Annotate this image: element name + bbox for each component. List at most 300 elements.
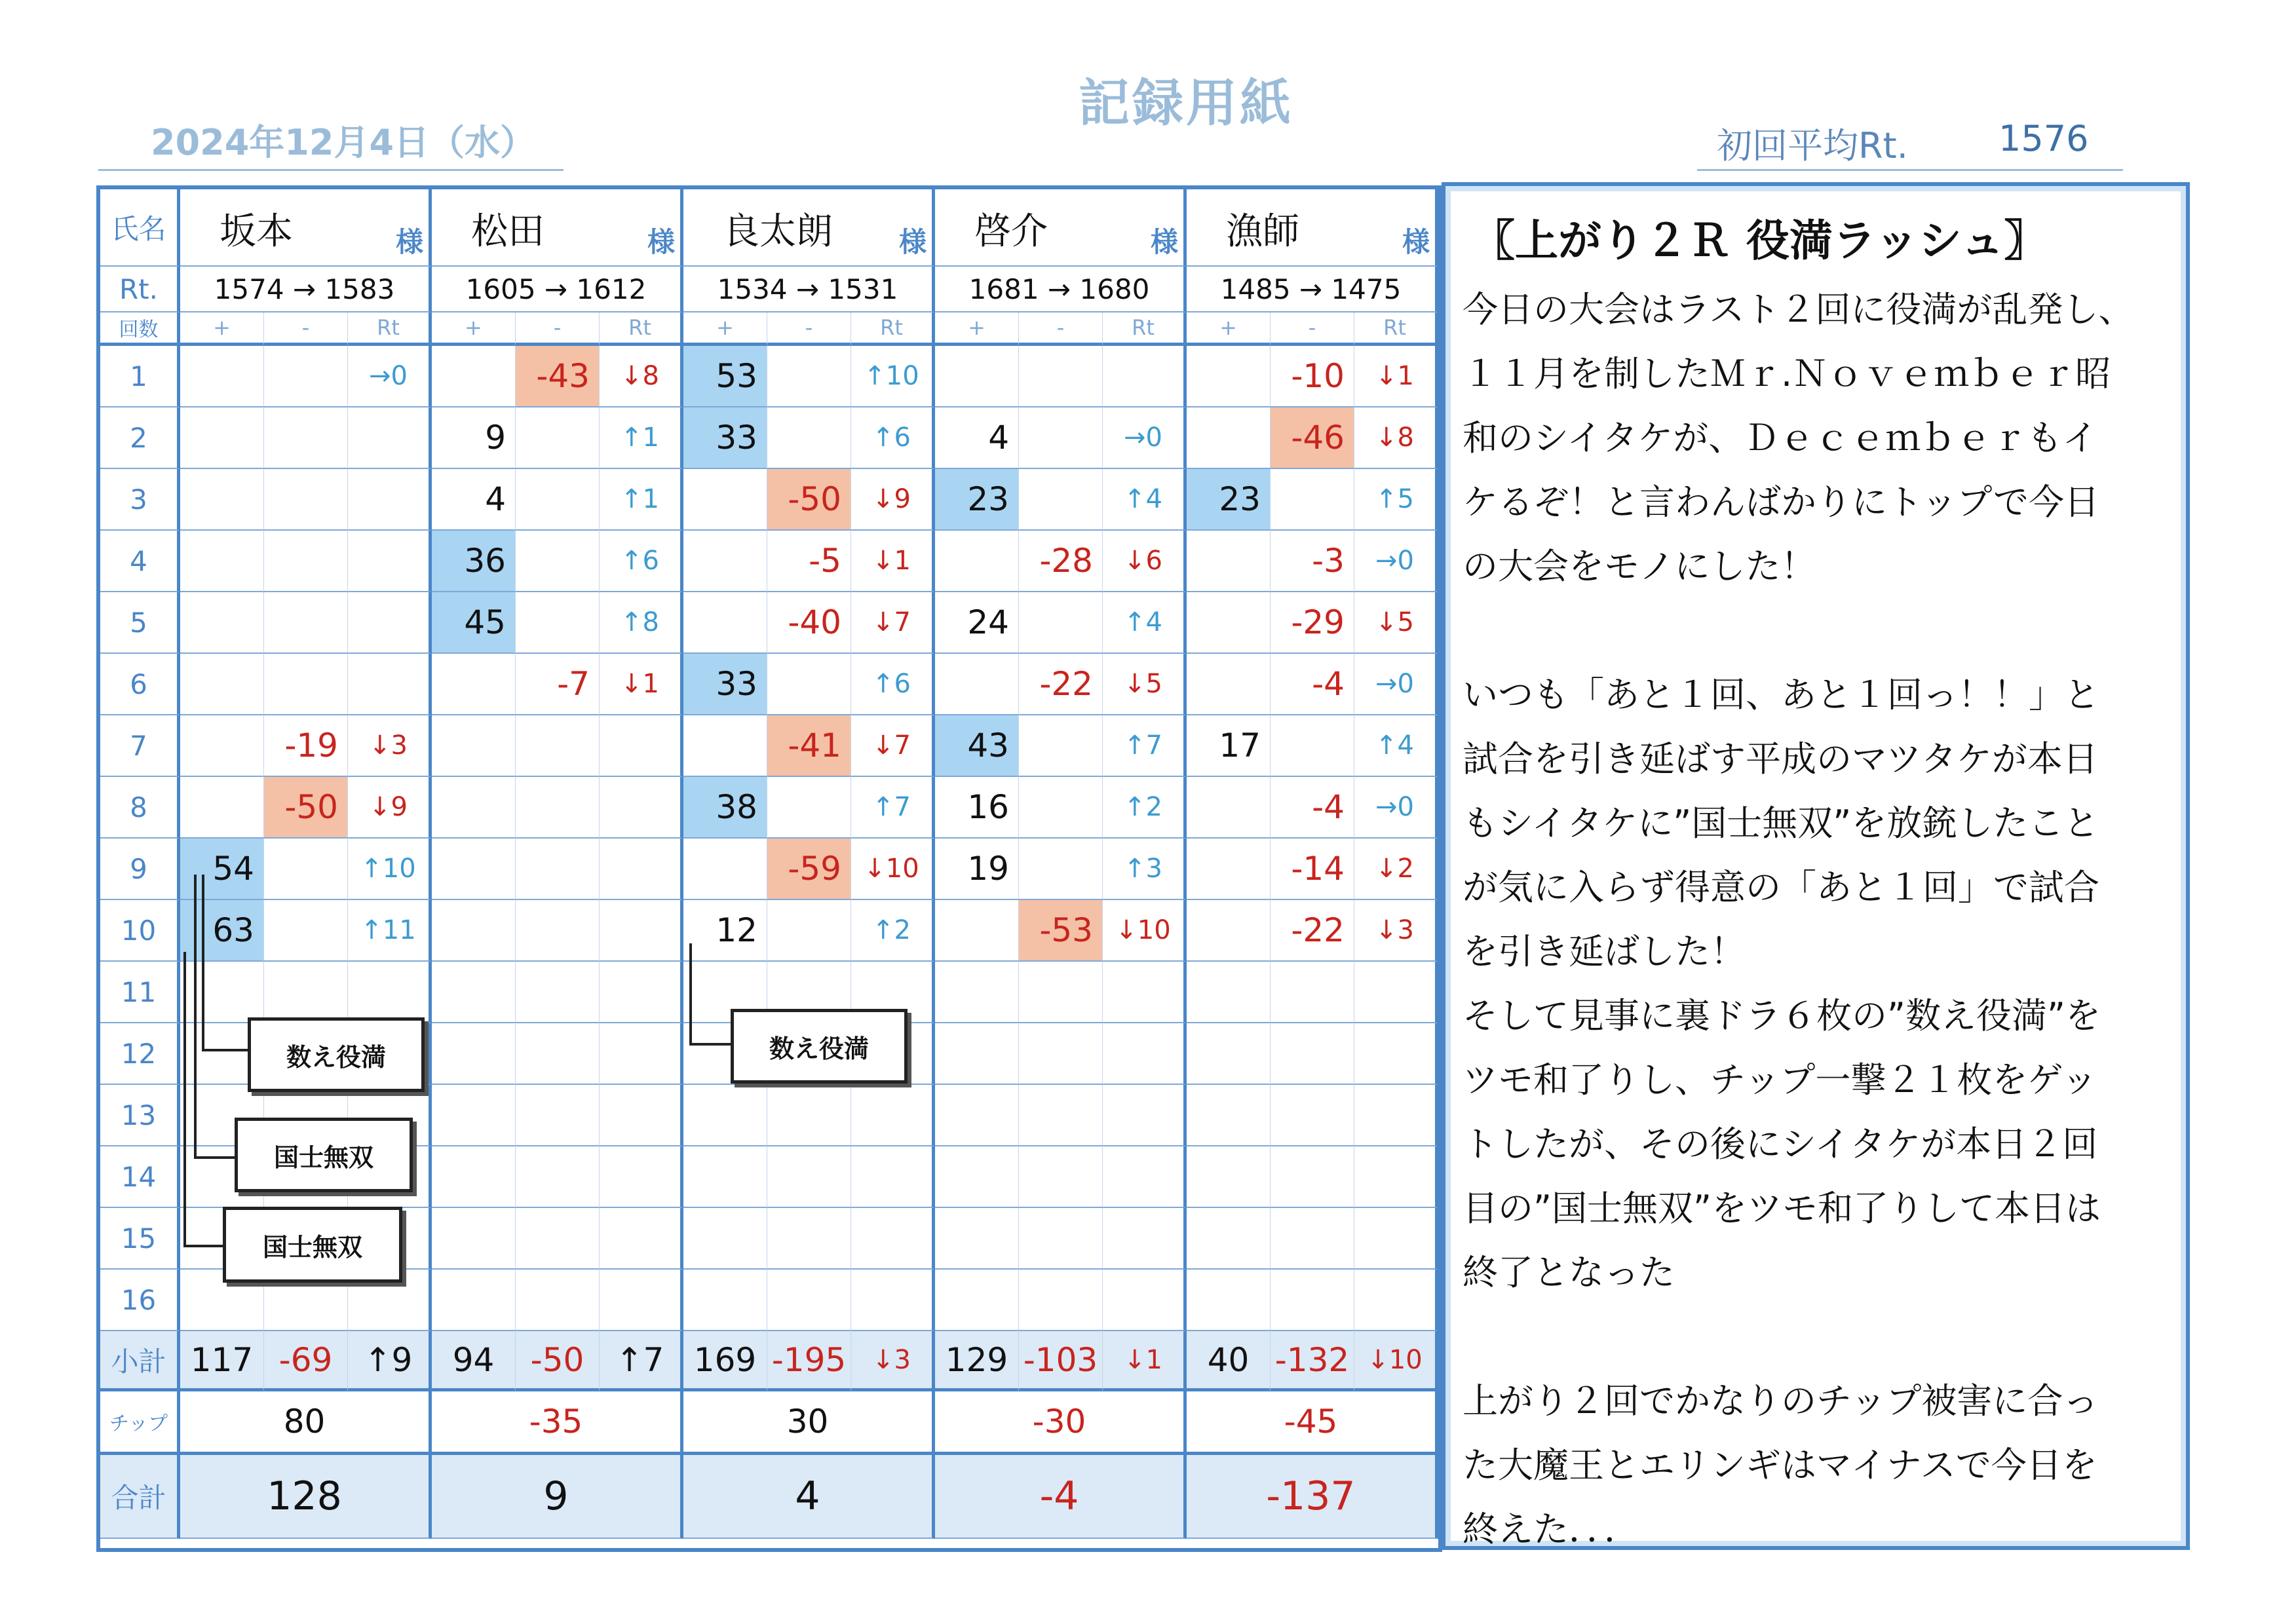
minus-score: [1019, 407, 1103, 469]
minus-score: [1019, 469, 1103, 531]
chip-value: -30: [935, 1391, 1187, 1455]
plus-score: 4: [432, 469, 516, 531]
plus-score: [1187, 1146, 1271, 1208]
plus-score: 23: [1187, 469, 1271, 531]
plus-score: [1187, 407, 1271, 469]
callout-line: [689, 943, 692, 1044]
score-table: [96, 185, 1442, 1552]
plus-score: [683, 1270, 767, 1331]
plus-score: [432, 346, 516, 407]
plus-score: [683, 1208, 767, 1270]
plus-score: [432, 1146, 516, 1208]
rating-change: ↓9: [851, 469, 935, 531]
rating-change: ↓1: [600, 654, 683, 715]
rating-change: [600, 839, 683, 900]
player-name-cell: [683, 189, 935, 267]
plus-header: +: [180, 312, 264, 346]
minus-score: [516, 1208, 600, 1270]
subtotal-plus: 169: [683, 1331, 767, 1391]
rating-change: ↑10: [851, 346, 935, 407]
rating-change: [600, 1146, 683, 1208]
minus-score: [1019, 592, 1103, 654]
plus-score: 17: [1187, 715, 1271, 777]
subtotal-minus: -69: [264, 1331, 348, 1391]
average-rating-label: 初回平均Rt.: [1717, 125, 1908, 166]
subtotal-rating-change: ↑7: [600, 1331, 683, 1391]
minus-score: [767, 1270, 851, 1331]
minus-score: [1271, 469, 1354, 531]
minus-score: [516, 469, 600, 531]
minus-score: -53: [1019, 900, 1103, 962]
rating-change: [1103, 346, 1187, 407]
rating-change: [348, 592, 432, 654]
plus-score: [683, 592, 767, 654]
plus-score: 16: [935, 777, 1019, 839]
plus-score: [1187, 1270, 1271, 1331]
rating-change: [1354, 1208, 1438, 1270]
callout-kazoe-yakuman: 数え役満: [731, 1009, 908, 1084]
minus-header: -: [1271, 312, 1354, 346]
callout-line: [194, 875, 197, 1158]
player-name: 松田: [471, 210, 545, 253]
player-rating: 1681 → 1680: [935, 267, 1187, 312]
player-name-cell: [1187, 189, 1438, 267]
plus-score: [683, 1085, 767, 1146]
rating-change: [851, 1085, 935, 1146]
sama-label: 様: [647, 226, 675, 258]
rating-change: →0: [1103, 407, 1187, 469]
minus-score: [767, 346, 851, 407]
plus-score: [1187, 1085, 1271, 1146]
rating-change: ↑4: [1103, 469, 1187, 531]
minus-header: -: [767, 312, 851, 346]
plus-score: [432, 1208, 516, 1270]
minus-score: [1271, 1023, 1354, 1085]
minus-score: [264, 346, 348, 407]
plus-score: [432, 777, 516, 839]
minus-score: [1019, 839, 1103, 900]
subtotal-label: 小計: [100, 1331, 180, 1391]
rt-header: Rt: [1103, 312, 1187, 346]
plus-score: [432, 654, 516, 715]
rating-change: ↓8: [600, 346, 683, 407]
minus-score: [264, 469, 348, 531]
minus-score: [516, 1023, 600, 1085]
minus-score: [516, 531, 600, 592]
rt-header: Rt: [851, 312, 935, 346]
minus-header: -: [1019, 312, 1103, 346]
rating-change: ↓5: [1354, 592, 1438, 654]
minus-score: -28: [1019, 531, 1103, 592]
subtotal-rating-change: ↓10: [1354, 1331, 1438, 1391]
minus-score: [1271, 1270, 1354, 1331]
minus-score: -43: [516, 346, 600, 407]
plus-score: [1187, 962, 1271, 1023]
minus-score: [516, 1085, 600, 1146]
rating-change: [600, 962, 683, 1023]
plus-score: [432, 715, 516, 777]
rating-change: ↑3: [1103, 839, 1187, 900]
player-name: 坂本: [220, 210, 293, 253]
subtotal-rating-change: ↓3: [851, 1331, 935, 1391]
minus-score: [516, 1270, 600, 1331]
plus-score: [180, 715, 264, 777]
round-number: 8: [100, 777, 180, 839]
rating-change: [600, 1085, 683, 1146]
plus-score: 53: [683, 346, 767, 407]
subtotal-plus: 94: [432, 1331, 516, 1391]
plus-score: 45: [432, 592, 516, 654]
minus-score: -4: [1271, 777, 1354, 839]
total-value: 9: [432, 1455, 683, 1539]
rating-change: [1103, 1146, 1187, 1208]
minus-score: -19: [264, 715, 348, 777]
total-value: 4: [683, 1455, 935, 1539]
round-number: 10: [100, 900, 180, 962]
rating-change: ↓7: [851, 715, 935, 777]
subtotal-minus: -132: [1271, 1331, 1354, 1391]
rating-change: ↑5: [1354, 469, 1438, 531]
minus-score: [264, 962, 348, 1023]
minus-score: [264, 654, 348, 715]
callout-kazoe-yakuman: 数え役満: [248, 1017, 425, 1092]
minus-score: -46: [1271, 407, 1354, 469]
rating-change: ↑6: [600, 531, 683, 592]
player-name-cell: [432, 189, 683, 267]
round-number: 4: [100, 531, 180, 592]
plus-score: [935, 1023, 1019, 1085]
plus-score: [683, 469, 767, 531]
plus-score: [180, 654, 264, 715]
sama-label: 様: [898, 226, 927, 258]
subtotal-minus: -50: [516, 1331, 600, 1391]
rating-change: ↓6: [1103, 531, 1187, 592]
minus-score: -29: [1271, 592, 1354, 654]
rating-change: [600, 715, 683, 777]
rating-change: [1354, 1270, 1438, 1331]
subtotal-plus: 40: [1187, 1331, 1271, 1391]
minus-score: [767, 1085, 851, 1146]
rating-change: [600, 777, 683, 839]
total-value: -4: [935, 1455, 1187, 1539]
plus-score: 36: [432, 531, 516, 592]
plus-score: [935, 531, 1019, 592]
minus-score: [516, 1146, 600, 1208]
rating-change: [348, 469, 432, 531]
plus-score: [683, 1146, 767, 1208]
minus-score: -5: [767, 531, 851, 592]
minus-score: [1019, 1023, 1103, 1085]
round-number: 14: [100, 1146, 180, 1208]
player-name: 良太朗: [723, 210, 833, 253]
plus-score: [935, 1085, 1019, 1146]
chip-value: 80: [180, 1391, 432, 1455]
player-name-cell: [935, 189, 1187, 267]
rating-change: ↓10: [851, 839, 935, 900]
sama-label: 様: [395, 226, 423, 258]
plus-score: 24: [935, 592, 1019, 654]
rt-label: Rt.: [100, 267, 180, 312]
rating-change: ↓8: [1354, 407, 1438, 469]
chip-label: チップ: [100, 1391, 180, 1455]
minus-score: [264, 531, 348, 592]
plus-score: [935, 346, 1019, 407]
total-label: 合計: [100, 1455, 180, 1539]
plus-score: 4: [935, 407, 1019, 469]
minus-score: [516, 777, 600, 839]
rating-change: [1103, 1085, 1187, 1146]
rating-change: ↑10: [348, 839, 432, 900]
plus-score: [432, 900, 516, 962]
subtotal-minus: -195: [767, 1331, 851, 1391]
plus-score: 12: [683, 900, 767, 962]
plus-score: 9: [432, 407, 516, 469]
rating-change: →0: [348, 346, 432, 407]
rating-change: [600, 1023, 683, 1085]
plus-score: [935, 962, 1019, 1023]
plus-score: [683, 839, 767, 900]
plus-score: [935, 1146, 1019, 1208]
minus-score: -22: [1019, 654, 1103, 715]
plus-score: [1187, 1208, 1271, 1270]
rating-change: [1103, 962, 1187, 1023]
commentary-title: 〖上がり２Ｒ 役満ラッシュ〗: [1472, 216, 2048, 266]
average-underline: [1697, 169, 2123, 171]
plus-score: [683, 531, 767, 592]
rating-change: ↓10: [1103, 900, 1187, 962]
player-name: 漁師: [1226, 210, 1299, 253]
rating-change: [851, 1208, 935, 1270]
minus-score: [1271, 1085, 1354, 1146]
plus-score: [1187, 654, 1271, 715]
total-value: 128: [180, 1455, 432, 1539]
rating-change: ↓2: [1354, 839, 1438, 900]
plus-score: [432, 1270, 516, 1331]
rt-header: Rt: [348, 312, 432, 346]
round-number: 15: [100, 1208, 180, 1270]
rating-change: [1354, 1023, 1438, 1085]
rating-change: →0: [1354, 777, 1438, 839]
callout-kokushi-musou: 国士無双: [235, 1118, 413, 1192]
plus-score: [1187, 346, 1271, 407]
plus-score: [1187, 900, 1271, 962]
minus-score: -50: [767, 469, 851, 531]
plus-score: [935, 1208, 1019, 1270]
round-number: 2: [100, 407, 180, 469]
minus-score: [767, 654, 851, 715]
player-rating: 1534 → 1531: [683, 267, 935, 312]
rating-change: ↓3: [348, 715, 432, 777]
rating-change: ↑2: [1103, 777, 1187, 839]
round-number: 9: [100, 839, 180, 900]
rating-change: →0: [1354, 654, 1438, 715]
plus-header: +: [1187, 312, 1271, 346]
minus-score: [516, 715, 600, 777]
subtotal-plus: 129: [935, 1331, 1019, 1391]
rt-header: Rt: [1354, 312, 1438, 346]
player-rating: 1485 → 1475: [1187, 267, 1438, 312]
minus-score: [767, 407, 851, 469]
rating-change: [851, 1146, 935, 1208]
rating-change: ↑6: [851, 407, 935, 469]
rating-change: [1354, 1085, 1438, 1146]
rating-change: [1354, 962, 1438, 1023]
rating-change: [348, 407, 432, 469]
rating-change: [1103, 1023, 1187, 1085]
rating-change: ↑4: [1354, 715, 1438, 777]
player-rating: 1605 → 1612: [432, 267, 683, 312]
commentary-panel: [1442, 182, 2190, 1550]
minus-score: [1019, 1208, 1103, 1270]
rating-change: ↑7: [1103, 715, 1187, 777]
rating-change: [348, 531, 432, 592]
plus-score: 38: [683, 777, 767, 839]
commentary-body: 今日の大会はラスト２回に役満が乱発し、 １１月を制したＭｒ.Ｎｏｖｅｍｂｅｒ昭 和のシイタケが、Ｄｅｃｅｍｂｅｒもイ ケるぞ！と言わんばかりにトップで今日 の大会をモノにした！ いつも「あと１回、あと１回っ！！」と 試合を引き延ばす平成のマツタケが本日 もシイタケに”国士無双”を放銃したこと が気に入らず得意の「あと１回」で試合 を引き延ばした！ そして見事に裏ドラ６枚の”数え役満”を ツモ和了りし、チップ一撃２１枚をゲッ トしたが、その後にシイタケが本日２回 目の”国士無双”をツモ和了りして本日は 終了となった 上がり２回でかなりのチップ被害に合っ た大魔王とエリンギはマイナスで今日を 終えた．．．: [1463, 289, 2134, 1550]
rating-change: ↑2: [851, 900, 935, 962]
minus-score: [767, 1208, 851, 1270]
rating-change: [348, 962, 432, 1023]
plus-score: 63: [180, 900, 264, 962]
date-underline: [98, 169, 564, 171]
subtotal-plus: 117: [180, 1331, 264, 1391]
minus-score: [1019, 1085, 1103, 1146]
minus-score: [1019, 962, 1103, 1023]
date-label: 2024年12月4日（水）: [151, 122, 536, 163]
sama-label: 様: [1402, 226, 1430, 258]
plus-score: 19: [935, 839, 1019, 900]
minus-score: [1271, 962, 1354, 1023]
plus-score: [432, 839, 516, 900]
minus-score: [1271, 1208, 1354, 1270]
plus-score: 33: [683, 654, 767, 715]
plus-score: [180, 407, 264, 469]
minus-score: -40: [767, 592, 851, 654]
plus-score: [935, 654, 1019, 715]
rating-change: ↑4: [1103, 592, 1187, 654]
callout-line: [183, 1245, 224, 1247]
rating-change: ↑7: [851, 777, 935, 839]
rating-change: →0: [1354, 531, 1438, 592]
rt-header: Rt: [600, 312, 683, 346]
round-number: 11: [100, 962, 180, 1023]
player-rating: 1574 → 1583: [180, 267, 432, 312]
minus-score: [516, 407, 600, 469]
subtotal-rating-change: ↓1: [1103, 1331, 1187, 1391]
rating-change: [1103, 1208, 1187, 1270]
rating-change: ↓9: [348, 777, 432, 839]
rating-change: ↑1: [600, 407, 683, 469]
minus-score: [264, 900, 348, 962]
minus-score: -10: [1271, 346, 1354, 407]
round-number: 5: [100, 592, 180, 654]
plus-score: [1187, 531, 1271, 592]
plus-score: [935, 900, 1019, 962]
callout-line: [202, 875, 204, 1050]
minus-score: [1019, 1146, 1103, 1208]
rating-change: ↑1: [600, 469, 683, 531]
chip-value: 30: [683, 1391, 935, 1455]
callout-line: [202, 1049, 249, 1051]
plus-score: 23: [935, 469, 1019, 531]
plus-header: +: [432, 312, 516, 346]
plus-score: [432, 1023, 516, 1085]
minus-score: [1019, 1270, 1103, 1331]
callout-line: [689, 1043, 733, 1046]
callout-kokushi-musou: 国士無双: [223, 1207, 402, 1283]
minus-score: [1271, 715, 1354, 777]
minus-score: [1271, 1146, 1354, 1208]
round-number: 13: [100, 1085, 180, 1146]
minus-score: [767, 1146, 851, 1208]
plus-score: [432, 1085, 516, 1146]
plus-score: [180, 592, 264, 654]
page-title: 記録用紙: [1078, 74, 1293, 133]
plus-score: [180, 531, 264, 592]
plus-score: [1187, 592, 1271, 654]
round-number: 3: [100, 469, 180, 531]
plus-score: [180, 962, 264, 1023]
player-name-cell: [180, 189, 432, 267]
minus-score: -4: [1271, 654, 1354, 715]
minus-score: -41: [767, 715, 851, 777]
minus-score: [516, 900, 600, 962]
minus-score: [264, 839, 348, 900]
minus-score: -22: [1271, 900, 1354, 962]
plus-score: [180, 777, 264, 839]
subtotal-rating-change: ↑9: [348, 1331, 432, 1391]
minus-score: [767, 777, 851, 839]
name-label: 氏名: [100, 189, 180, 267]
rating-change: [1354, 1146, 1438, 1208]
minus-score: [1019, 715, 1103, 777]
rating-change: ↓7: [851, 592, 935, 654]
plus-score: 43: [935, 715, 1019, 777]
round-number: 16: [100, 1270, 180, 1331]
average-rating-value: 1576: [1999, 118, 2089, 159]
minus-score: -59: [767, 839, 851, 900]
minus-header: -: [264, 312, 348, 346]
minus-score: [1019, 346, 1103, 407]
rating-change: [600, 900, 683, 962]
minus-score: -50: [264, 777, 348, 839]
plus-score: 33: [683, 407, 767, 469]
minus-score: -7: [516, 654, 600, 715]
rating-change: [600, 1270, 683, 1331]
plus-header: +: [935, 312, 1019, 346]
rating-change: [1103, 1270, 1187, 1331]
rating-change: ↑11: [348, 900, 432, 962]
round-number: 1: [100, 346, 180, 407]
plus-score: [180, 469, 264, 531]
plus-score: [432, 962, 516, 1023]
plus-score: [935, 1270, 1019, 1331]
rating-change: ↓1: [1354, 346, 1438, 407]
minus-header: -: [516, 312, 600, 346]
plus-header: +: [683, 312, 767, 346]
minus-score: -14: [1271, 839, 1354, 900]
callout-line: [183, 952, 186, 1247]
player-name: 啓介: [974, 210, 1048, 253]
plus-score: 54: [180, 839, 264, 900]
minus-score: [767, 900, 851, 962]
plus-score: [1187, 1023, 1271, 1085]
rating-change: ↓3: [1354, 900, 1438, 962]
plus-score: [683, 715, 767, 777]
rating-change: [851, 1270, 935, 1331]
sama-label: 様: [1150, 226, 1178, 258]
minus-score: -3: [1271, 531, 1354, 592]
round-number: 12: [100, 1023, 180, 1085]
